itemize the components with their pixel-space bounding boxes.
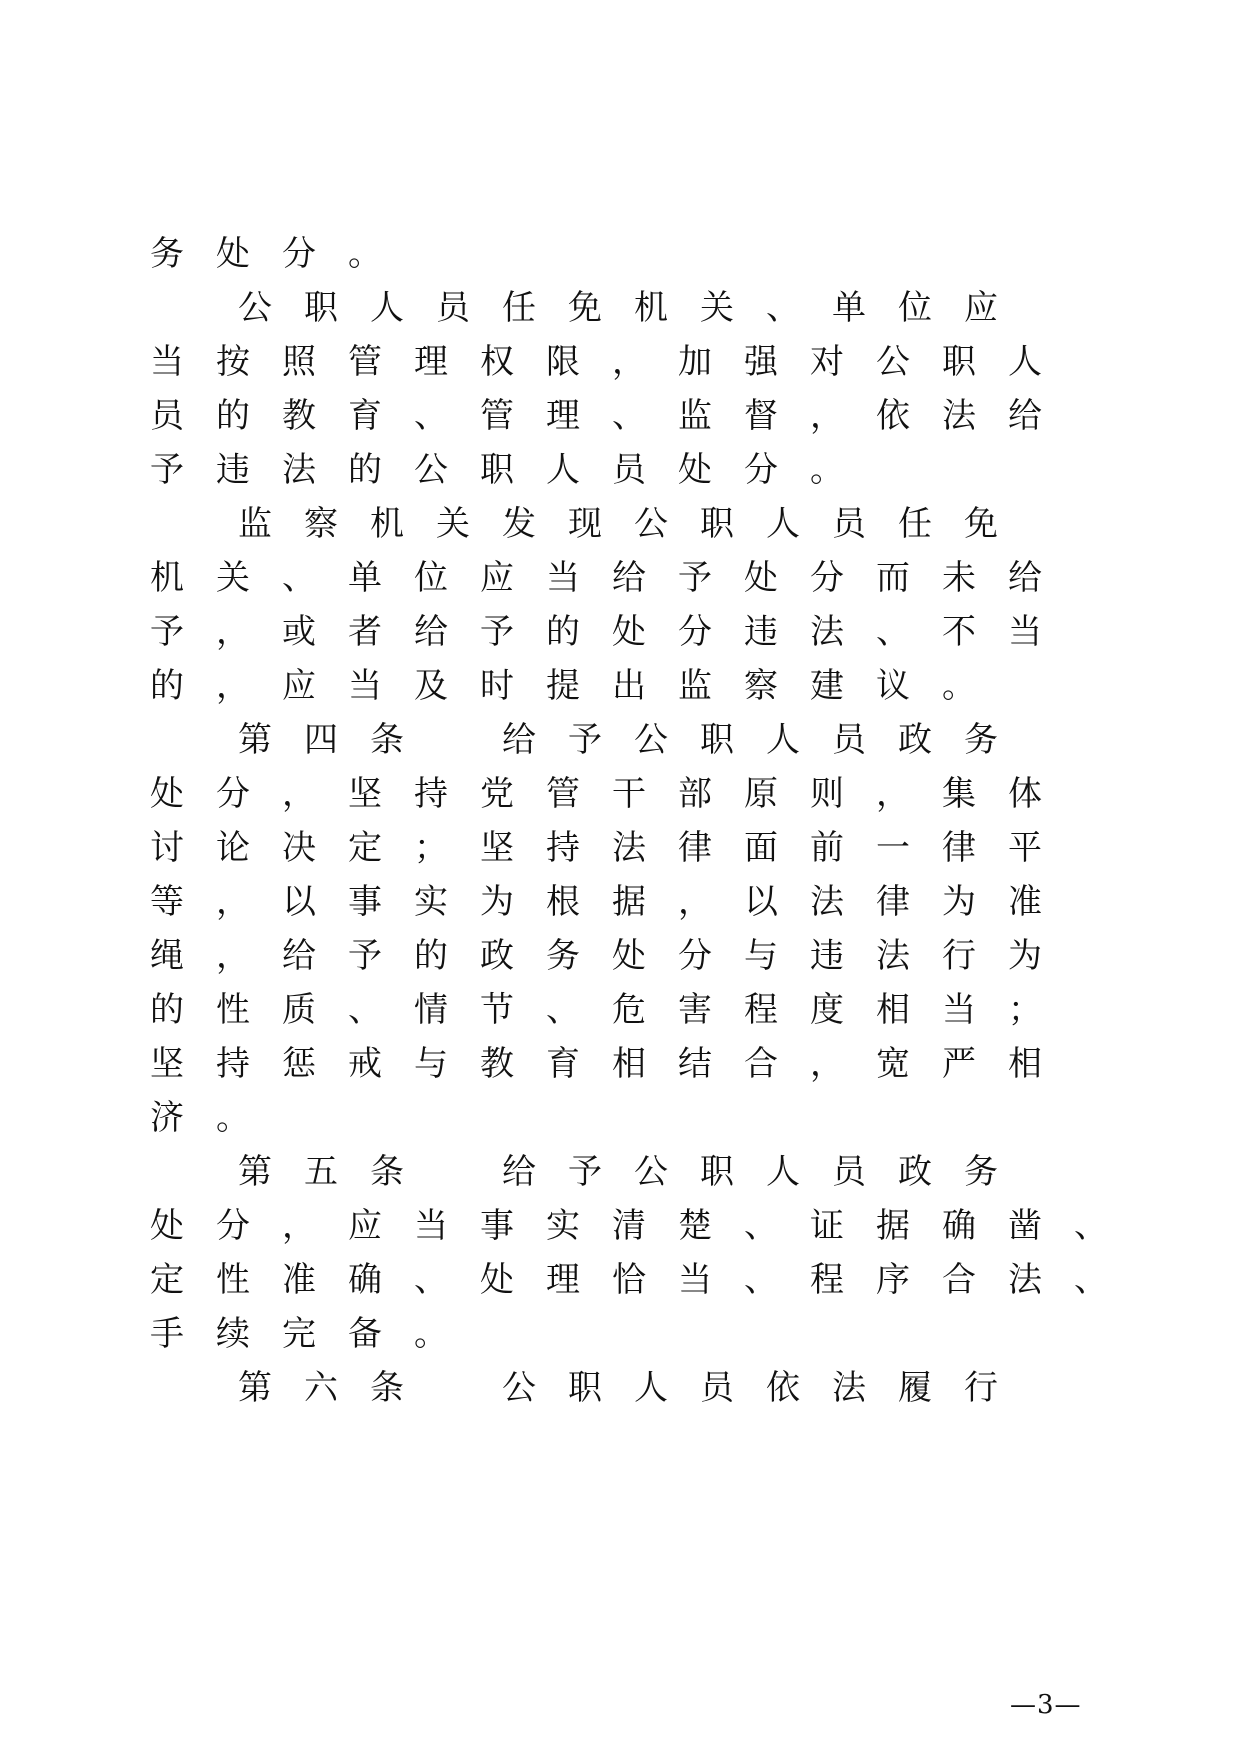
text-line: 济。 (150, 1098, 282, 1138)
text-line: 公职人员任免机关、单位应 (238, 288, 1030, 328)
text-line: 予，或者给予的处分违法、不当 (150, 612, 1074, 652)
text-line: 机关、单位应当给予处分而未给 (150, 558, 1074, 598)
article-heading-line: 第六条 公职人员依法履行 (238, 1368, 1030, 1408)
text-line: 处分，坚持党管干部原则，集体 (150, 774, 1074, 814)
article-heading-line: 第五条 给予公职人员政务 (238, 1152, 1030, 1192)
text-line: 监察机关发现公职人员任免 (238, 504, 1030, 544)
text-line: 等，以事实为根据，以法律为准 (150, 882, 1074, 922)
text-line: 坚持惩戒与教育相结合，宽严相 (150, 1044, 1074, 1084)
text-line: 的性质、情节、危害程度相当； (150, 990, 1074, 1030)
text-line: 当按照管理权限，加强对公职人 (150, 342, 1074, 382)
text-line: 讨论决定；坚持法律面前一律平 (150, 828, 1074, 868)
text-line: 处分，应当事实清楚、证据确凿、 (150, 1206, 1140, 1246)
text-line: 定性准确、处理恰当、程序合法、 (150, 1260, 1140, 1300)
text-line: 绳，给予的政务处分与违法行为 (150, 936, 1074, 976)
text-line: 的，应当及时提出监察建议。 (150, 666, 1008, 706)
text-line: 予违法的公职人员处分。 (150, 450, 876, 490)
text-line: 员的教育、管理、监督，依法给 (150, 396, 1074, 436)
page-number: —3— (1010, 1690, 1082, 1720)
text-line: 手续完备。 (150, 1314, 480, 1354)
text-line: 务处分。 (150, 234, 414, 274)
article-heading-line: 第四条 给予公职人员政务 (238, 720, 1030, 760)
